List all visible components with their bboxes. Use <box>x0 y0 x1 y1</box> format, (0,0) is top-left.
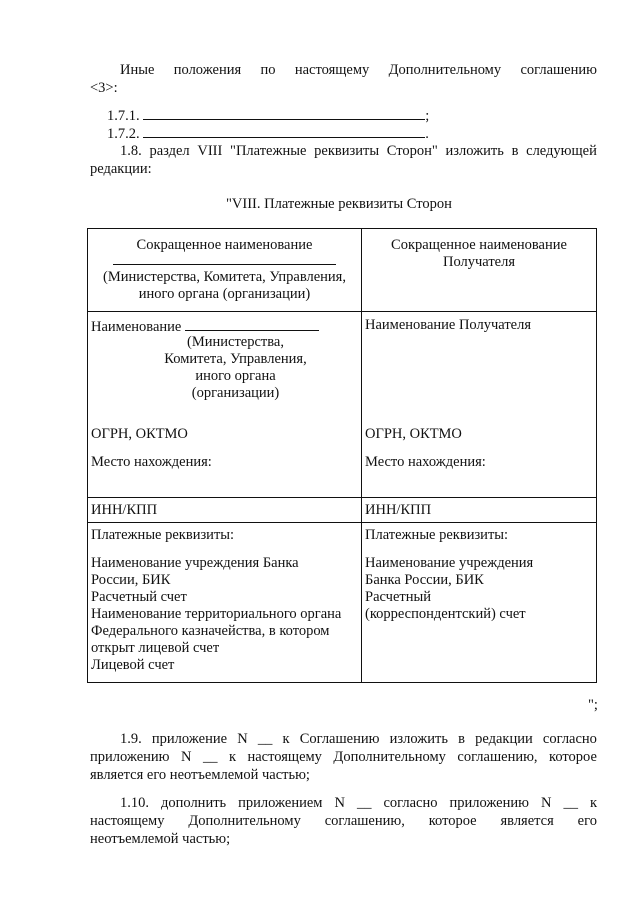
word: по <box>260 62 276 78</box>
word: настоящему <box>294 62 370 78</box>
blank-line <box>113 254 336 265</box>
left-payment-label: Платежные реквизиты: <box>91 527 235 543</box>
left-payment-line: Федерального казначейства, в котором <box>91 623 330 639</box>
word: настоящему <box>247 749 322 765</box>
word: его <box>577 813 597 829</box>
paragraph-1-8-line1 <box>120 143 597 160</box>
subitem-1-7-1-end: ; <box>425 108 430 124</box>
left-payment-cell <box>88 523 362 683</box>
closing-quote: "; <box>588 697 598 713</box>
left-payment-line: Лицевой счет <box>91 657 175 673</box>
right-name-label: Наименование Получателя <box>365 317 532 333</box>
left-name-sub-2: Комитета, Управления, <box>164 351 307 367</box>
right-inn: ИНН/КПП <box>365 502 432 518</box>
right-inn-cell <box>362 498 597 523</box>
subitem-1-7-2-end: . <box>425 126 429 142</box>
blank-line <box>143 124 425 138</box>
word: к <box>589 795 597 811</box>
word: согласно <box>383 795 438 811</box>
word: N <box>540 795 552 811</box>
right-name-cell <box>362 312 597 498</box>
word: Соглашению <box>299 731 380 747</box>
left-inn: ИНН/КПП <box>91 502 158 518</box>
word: изложить <box>445 143 504 159</box>
word: которое <box>549 749 597 765</box>
word: изложить <box>389 731 448 747</box>
paragraph-1-10-line2 <box>90 813 597 830</box>
payment-details-table <box>87 228 597 683</box>
word: N <box>237 731 248 747</box>
header-left-cell <box>88 229 362 312</box>
word: приложением <box>238 795 323 811</box>
word: приложение <box>151 731 228 747</box>
subitem-1-7-1 <box>107 106 429 125</box>
paragraph-1-9-line1 <box>120 731 597 748</box>
word: Иные <box>120 62 155 78</box>
left-location: Место нахождения: <box>91 454 212 470</box>
word: Дополнительному <box>388 62 502 78</box>
subitem-1-7-1-label: 1.7.1. <box>107 108 140 124</box>
word: к <box>282 731 290 747</box>
left-payment-line: России, БИК <box>91 572 171 588</box>
left-name-cell <box>88 312 362 498</box>
right-ogrn: ОГРН, ОКТМО <box>365 426 462 442</box>
word: __ <box>563 795 578 811</box>
word: к <box>228 749 236 765</box>
word: "Платежные <box>230 143 307 159</box>
word: настоящему <box>90 813 165 829</box>
word: в <box>458 731 465 747</box>
word: следующей <box>526 143 597 159</box>
word: дополнить <box>161 795 227 811</box>
word: редакции <box>475 731 533 747</box>
left-name-label: Наименование <box>91 319 182 335</box>
left-payment-line: Наименование учреждения Банка <box>91 555 299 571</box>
word: Сторон" <box>386 143 438 159</box>
paragraph-1-9-line2 <box>90 749 597 766</box>
right-payment-label: Платежные реквизиты: <box>365 527 509 543</box>
header-left-title: Сокращенное наименование <box>136 237 313 253</box>
word: соглашению, <box>457 749 538 765</box>
left-name-sub-4: (организации) <box>191 385 280 401</box>
left-inn-cell <box>88 498 362 523</box>
table-header-row <box>88 229 597 312</box>
word: в <box>511 143 519 159</box>
header-right-cell <box>362 229 597 312</box>
word: N <box>334 795 345 811</box>
header-right-sub: Получателя <box>442 254 516 270</box>
table-row-inn <box>88 498 597 523</box>
blank-line <box>185 317 319 331</box>
left-payment-line: Наименование территориального органа <box>91 606 342 622</box>
word: соглашению, <box>324 813 405 829</box>
paragraph-1-10-line3: неотъемлемой частью; <box>90 831 231 847</box>
paragraph-1-7-line2: <3>: <box>90 80 118 96</box>
word: __ <box>202 749 218 765</box>
paragraph-1-8-line2: редакции: <box>90 161 152 177</box>
word: 1.9. <box>120 731 142 747</box>
right-payment-line: Наименование учреждения <box>365 555 534 571</box>
word: раздел <box>149 143 190 159</box>
word: которое <box>428 813 477 829</box>
header-left-sub2: иного органа (организации) <box>138 286 311 302</box>
right-location: Место нахождения: <box>365 454 486 470</box>
word: реквизиты <box>314 143 380 159</box>
right-payment-line: (корреспондентский) счет <box>365 606 526 622</box>
header-left-sub1: (Министерства, Комитета, Управления, <box>103 269 346 285</box>
word: соглашению <box>520 62 597 78</box>
word: 1.10. <box>120 795 149 811</box>
subitem-1-7-2 <box>107 124 429 143</box>
paragraph-1-10-line1 <box>120 795 597 812</box>
table-row-name <box>88 312 597 498</box>
word: N <box>181 749 192 765</box>
left-payment-line: Расчетный счет <box>91 589 187 605</box>
right-payment-line: Банка России, БИК <box>365 572 484 588</box>
left-name-sub-3: иного органа <box>195 368 276 384</box>
word: является <box>500 813 554 829</box>
subitem-1-7-2-label: 1.7.2. <box>107 126 140 142</box>
word: __ <box>257 731 273 747</box>
section-title: "VIII. Платежные реквизиты Сторон <box>226 196 452 212</box>
paragraph-1-7-line1 <box>120 62 597 79</box>
left-ogrn: ОГРН, ОКТМО <box>91 426 188 442</box>
header-right-title: Сокращенное наименование <box>391 237 567 253</box>
word: __ <box>356 795 372 811</box>
right-payment-line: Расчетный <box>365 589 431 605</box>
left-name-sub-1: (Министерства, <box>187 334 284 350</box>
word: 1.8. <box>120 143 142 159</box>
word: согласно <box>542 731 597 747</box>
table-row-payment <box>88 523 597 683</box>
word: Дополнительному <box>188 813 301 829</box>
left-payment-line: открыт лицевой счет <box>91 640 220 656</box>
word: приложению <box>449 795 529 811</box>
word: приложению <box>90 749 170 765</box>
word: положения <box>173 62 242 78</box>
word: VIII <box>197 143 223 159</box>
right-payment-cell <box>362 523 597 683</box>
paragraph-1-9-line3: является его неотъемлемой частью; <box>90 767 310 783</box>
blank-line <box>143 106 425 120</box>
word: Дополнительному <box>333 749 446 765</box>
